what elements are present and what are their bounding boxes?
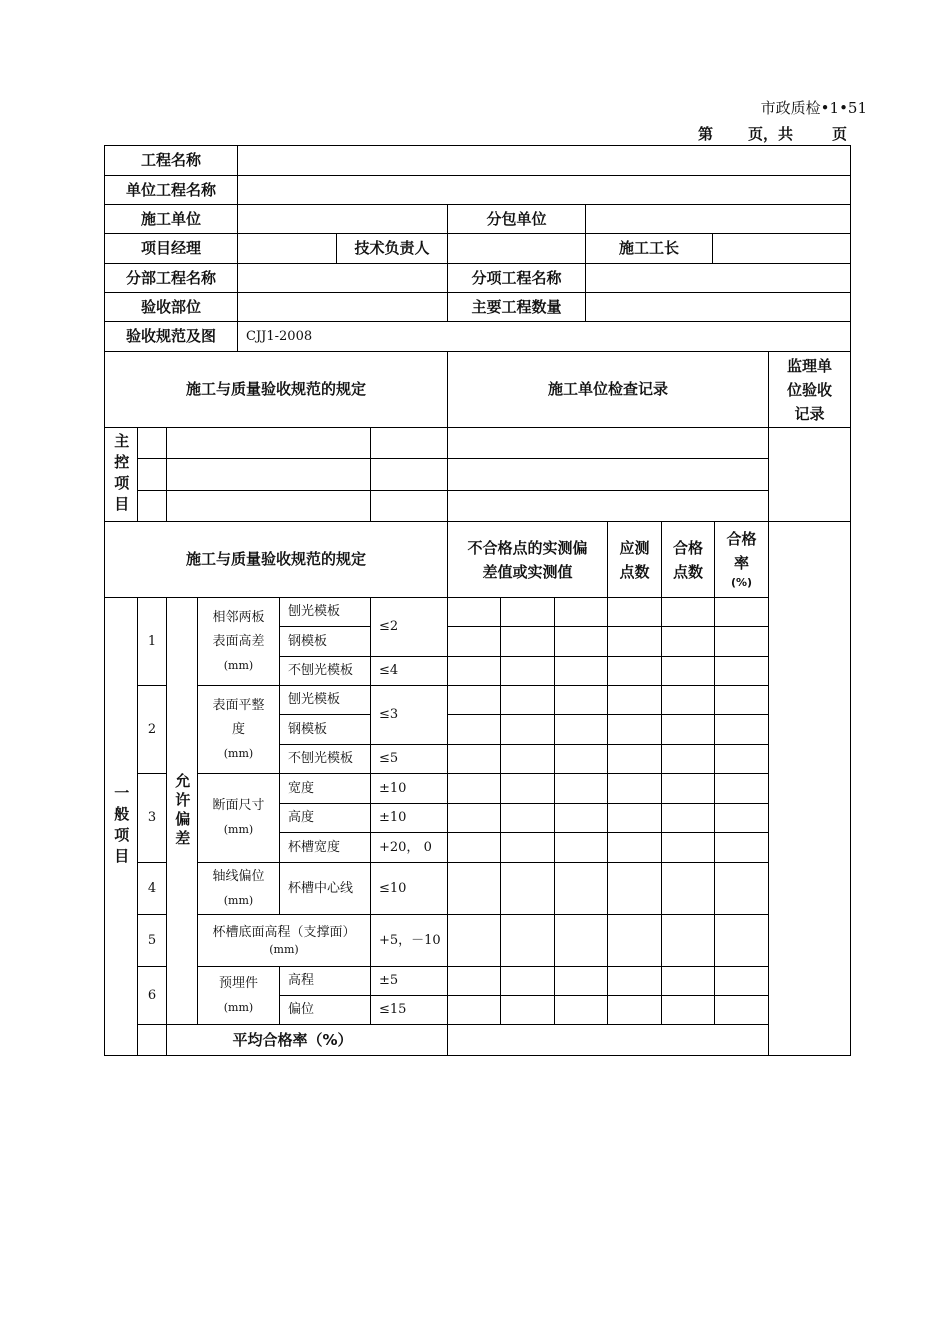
measurement-cell[interactable] xyxy=(607,966,662,996)
item-name-text: 杯槽底面高程（支撑面） xyxy=(212,924,356,940)
general-sub-item: 高度 xyxy=(279,803,371,833)
main-control-label: 主控项目 xyxy=(104,427,138,522)
pm-label: 项目经理 xyxy=(104,233,238,264)
measurement-cell[interactable] xyxy=(500,803,555,833)
spec-header: 施工与质量验收规范的规定 xyxy=(104,351,448,428)
supervision-header xyxy=(768,351,851,428)
measurement-cell[interactable] xyxy=(661,714,715,745)
general-sub-item: 杯槽宽度 xyxy=(279,832,371,863)
subcontractor-label: 分包单位 xyxy=(447,204,586,234)
general-label: 一般项目 xyxy=(104,597,138,1056)
measurement-cell[interactable] xyxy=(554,995,608,1025)
general-sub-item: 杯槽中心线 xyxy=(279,862,371,915)
main-control-no xyxy=(137,458,167,491)
main-control-item xyxy=(166,458,371,491)
quantity-field[interactable] xyxy=(585,292,851,322)
measurement-cell[interactable] xyxy=(554,656,608,686)
measurement-cell[interactable] xyxy=(554,914,608,967)
general-item-name xyxy=(197,685,280,774)
measurement-cell[interactable] xyxy=(447,862,501,915)
item-name-text: 断面尺寸 xyxy=(212,798,265,813)
measurement-cell[interactable] xyxy=(714,966,769,996)
measurement-cell[interactable] xyxy=(714,773,769,804)
measurement-cell[interactable] xyxy=(714,656,769,686)
general-requirement: +20， 0 xyxy=(370,832,448,863)
page-suffix: 页 xyxy=(832,125,848,143)
general-item-name xyxy=(197,862,280,915)
measurement-cell[interactable] xyxy=(500,714,555,745)
item-unit: (mm) xyxy=(223,1000,254,1014)
main-control-item xyxy=(166,490,371,522)
measurement-cell[interactable] xyxy=(500,626,555,657)
points-passed-header xyxy=(661,521,715,598)
measurement-cell[interactable] xyxy=(661,626,715,657)
main-control-supervision[interactable] xyxy=(768,427,851,522)
measurement-cell[interactable] xyxy=(554,744,608,774)
measurement-cell[interactable] xyxy=(500,773,555,804)
allowed-deviation-label: 允许偏差 xyxy=(166,597,198,1025)
measurement-cell[interactable] xyxy=(447,995,501,1025)
main-control-req xyxy=(370,458,448,491)
project-name-field[interactable] xyxy=(237,145,851,176)
points-passed-text: 合格点数 xyxy=(672,538,703,581)
measurement-cell[interactable] xyxy=(607,995,662,1025)
record-header: 施工单位检查记录 xyxy=(447,351,769,428)
measurement-cell[interactable] xyxy=(447,656,501,686)
foreman-field[interactable] xyxy=(712,233,851,264)
measurement-cell[interactable] xyxy=(447,803,501,833)
division-field[interactable] xyxy=(237,263,448,293)
general-sub-item: 高程 xyxy=(279,966,371,996)
main-control-item xyxy=(166,427,371,459)
measurement-cell[interactable] xyxy=(714,685,769,715)
measurement-cell[interactable] xyxy=(500,744,555,774)
measurement-cell[interactable] xyxy=(500,966,555,996)
measurement-cell[interactable] xyxy=(500,832,555,863)
item-name-text: 表面平整度 xyxy=(212,697,265,737)
measurement-cell[interactable] xyxy=(661,966,715,996)
measurement-cell[interactable] xyxy=(607,626,662,657)
measurement-cell[interactable] xyxy=(447,744,501,774)
measurement-cell[interactable] xyxy=(500,914,555,967)
avg-pass-rate-field[interactable] xyxy=(447,1024,769,1056)
measurement-cell[interactable] xyxy=(661,914,715,967)
general-supervision[interactable] xyxy=(768,521,851,1056)
measurement-cell[interactable] xyxy=(661,597,715,627)
measurement-cell[interactable] xyxy=(661,744,715,774)
deviation-header-text: 不合格点的实测偏差值或实测值 xyxy=(467,538,588,581)
pass-rate-text: 合格率 xyxy=(726,530,757,573)
general-requirement: ≤5 xyxy=(370,744,448,774)
form-code: 市政质检•1•51 xyxy=(760,99,867,117)
measurement-cell[interactable] xyxy=(607,597,662,627)
measurement-cell[interactable] xyxy=(500,995,555,1025)
unit-project-label: 单位工程名称 xyxy=(104,175,238,205)
measurement-cell[interactable] xyxy=(607,773,662,804)
general-requirement: ≤10 xyxy=(370,862,448,915)
measurement-cell[interactable] xyxy=(554,626,608,657)
supervision-header-text: 监理单位验收记录 xyxy=(786,356,832,423)
measurement-cell[interactable] xyxy=(607,744,662,774)
measurement-cell[interactable] xyxy=(447,773,501,804)
general-requirement: ≤4 xyxy=(370,656,448,686)
measurement-cell[interactable] xyxy=(661,803,715,833)
tech-lead-field[interactable] xyxy=(447,233,586,264)
measurement-cell[interactable] xyxy=(607,803,662,833)
pm-field[interactable] xyxy=(237,233,337,264)
main-control-record[interactable] xyxy=(447,427,769,459)
division-label: 分部工程名称 xyxy=(104,263,238,293)
measurement-cell[interactable] xyxy=(607,656,662,686)
general-sub-item: 不刨光模板 xyxy=(279,656,371,686)
measurement-cell[interactable] xyxy=(714,744,769,774)
general-sub-item: 钢模板 xyxy=(279,626,371,657)
general-requirement: ±5 xyxy=(370,966,448,996)
item-unit: (mm) xyxy=(223,823,254,836)
measurement-cell[interactable] xyxy=(500,597,555,627)
measurement-cell[interactable] xyxy=(447,597,501,627)
measurement-cell[interactable] xyxy=(607,832,662,863)
general-requirement: ±10 xyxy=(370,803,448,833)
page-prefix: 第 xyxy=(698,125,714,143)
contractor-field[interactable] xyxy=(237,204,448,234)
main-control-no xyxy=(137,490,167,522)
location-label: 验收部位 xyxy=(104,292,238,322)
main-control-record[interactable] xyxy=(447,458,769,491)
measurement-cell[interactable] xyxy=(714,714,769,745)
general-sub-item: 宽度 xyxy=(279,773,371,804)
measurement-cell[interactable] xyxy=(554,714,608,745)
measurement-cell[interactable] xyxy=(714,597,769,627)
general-item-name xyxy=(197,914,371,967)
pass-rate-unit: (%) xyxy=(730,576,753,590)
avg-pass-rate-label: 平均合格率（%） xyxy=(137,1024,448,1056)
subitem-label: 分项工程名称 xyxy=(447,263,586,293)
measurement-cell[interactable] xyxy=(554,803,608,833)
general-requirement: ≤3 xyxy=(370,685,448,745)
main-control-record[interactable] xyxy=(447,490,769,522)
measurement-cell[interactable] xyxy=(607,685,662,715)
contractor-label: 施工单位 xyxy=(104,204,238,234)
measurement-cell[interactable] xyxy=(554,966,608,996)
general-requirement: ≤2 xyxy=(370,597,448,657)
general-spec-header: 施工与质量验收规范的规定 xyxy=(104,521,448,598)
general-item-name xyxy=(197,597,280,686)
quantity-label: 主要工程数量 xyxy=(447,292,586,322)
measurement-cell[interactable] xyxy=(500,656,555,686)
project-name-label: 工程名称 xyxy=(104,145,238,176)
general-requirement: ±10 xyxy=(370,773,448,804)
general-sub-item: 刨光模板 xyxy=(279,597,371,627)
measurement-cell[interactable] xyxy=(661,685,715,715)
subitem-field[interactable] xyxy=(585,263,851,293)
general-item-no: 6 xyxy=(137,966,167,1025)
tech-lead-label: 技术负责人 xyxy=(336,233,448,264)
measurement-cell[interactable] xyxy=(447,626,501,657)
measurement-cell[interactable] xyxy=(554,773,608,804)
item-unit: (mm) xyxy=(223,746,254,760)
measurement-cell[interactable] xyxy=(661,862,715,915)
standard-value: CJJ1-2008 xyxy=(237,321,851,352)
item-name-text: 预埋件 xyxy=(218,975,258,991)
points-measured-text: 应测点数 xyxy=(619,538,650,581)
measurement-cell[interactable] xyxy=(447,714,501,745)
measurement-cell[interactable] xyxy=(554,597,608,627)
page-mid: 页，共 xyxy=(748,125,794,143)
general-sub-item: 不刨光模板 xyxy=(279,744,371,774)
general-item-no: 2 xyxy=(137,685,167,774)
main-control-no xyxy=(137,427,167,459)
pass-rate-header xyxy=(714,521,769,598)
measurement-cell[interactable] xyxy=(607,862,662,915)
measurement-cell[interactable] xyxy=(447,685,501,715)
general-item-no: 4 xyxy=(137,862,167,915)
general-sub-item: 偏位 xyxy=(279,995,371,1025)
item-name-text: 相邻两板表面高差 xyxy=(212,609,265,649)
item-unit: (mm) xyxy=(269,943,299,956)
main-control-req xyxy=(370,490,448,522)
general-item-no: 5 xyxy=(137,914,167,967)
general-sub-item: 钢模板 xyxy=(279,714,371,745)
measurement-cell[interactable] xyxy=(661,832,715,863)
foreman-label: 施工工长 xyxy=(585,233,713,264)
measurement-cell[interactable] xyxy=(500,862,555,915)
main-control-req xyxy=(370,427,448,459)
general-requirement: ≤15 xyxy=(370,995,448,1025)
measurement-cell[interactable] xyxy=(661,773,715,804)
deviation-header xyxy=(447,521,608,598)
subcontractor-field[interactable] xyxy=(585,204,851,234)
general-item-name xyxy=(197,773,280,863)
unit-project-field[interactable] xyxy=(237,175,851,205)
standard-label: 验收规范及图 xyxy=(104,321,238,352)
measurement-cell[interactable] xyxy=(554,685,608,715)
general-item-name xyxy=(197,966,280,1025)
measurement-cell[interactable] xyxy=(661,656,715,686)
measurement-cell[interactable] xyxy=(607,714,662,745)
general-item-no: 1 xyxy=(137,597,167,686)
measurement-cell[interactable] xyxy=(714,862,769,915)
item-unit: (mm) xyxy=(223,658,254,672)
item-unit: (mm) xyxy=(223,893,254,907)
measurement-cell[interactable] xyxy=(714,995,769,1025)
location-field[interactable] xyxy=(237,292,448,322)
measurement-cell[interactable] xyxy=(447,966,501,996)
measurement-cell[interactable] xyxy=(554,862,608,915)
general-requirement: +5，－10 xyxy=(370,914,448,967)
points-measured-header xyxy=(607,521,662,598)
measurement-cell[interactable] xyxy=(554,832,608,863)
measurement-cell[interactable] xyxy=(714,832,769,863)
measurement-cell[interactable] xyxy=(661,995,715,1025)
measurement-cell[interactable] xyxy=(714,914,769,967)
measurement-cell[interactable] xyxy=(607,914,662,967)
measurement-cell[interactable] xyxy=(447,832,501,863)
general-item-no: 3 xyxy=(137,773,167,863)
measurement-cell[interactable] xyxy=(714,626,769,657)
general-sub-item: 刨光模板 xyxy=(279,685,371,715)
measurement-cell[interactable] xyxy=(500,685,555,715)
measurement-cell[interactable] xyxy=(447,914,501,967)
measurement-cell[interactable] xyxy=(714,803,769,833)
item-name-text: 轴线偏位 xyxy=(212,868,265,884)
